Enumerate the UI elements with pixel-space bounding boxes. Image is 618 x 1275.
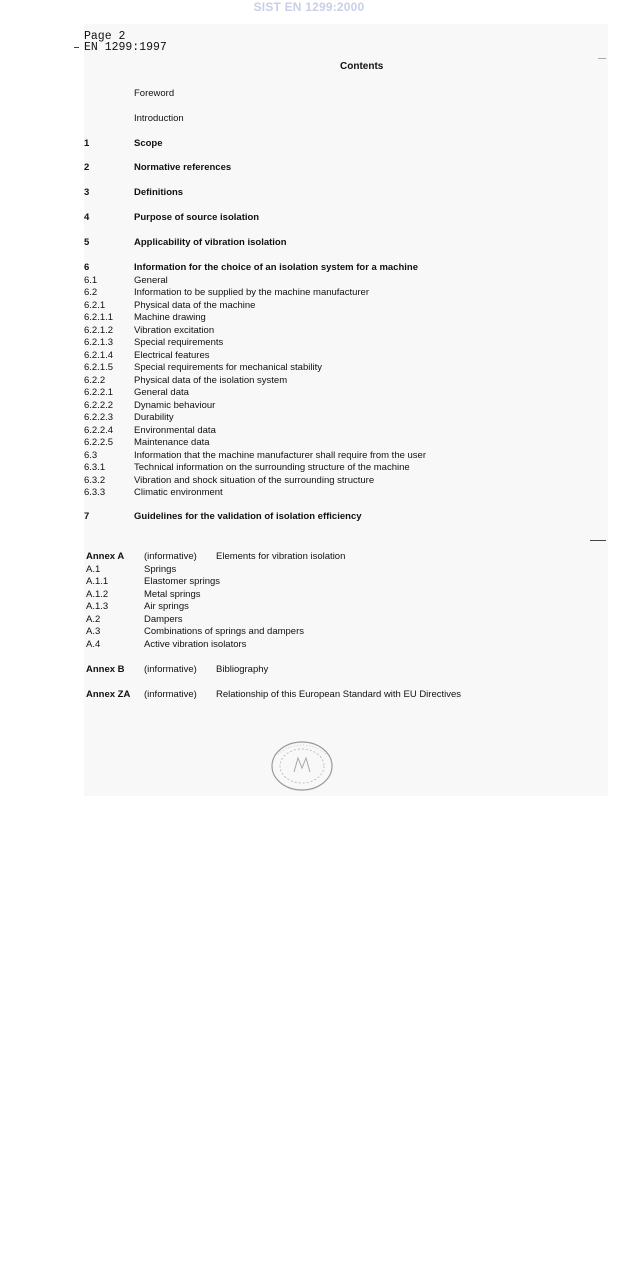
annex-informative: (informative) <box>144 551 197 562</box>
toc-number: A.1.1 <box>86 576 109 587</box>
toc-number: 6.2.1.4 <box>84 349 114 361</box>
toc-title: Physical data of the isolation system <box>134 374 288 386</box>
toc-subentry <box>84 350 210 363</box>
toc-title: Machine drawing <box>134 312 206 323</box>
toc-title: Technical information on the surrounding structure of the machine <box>134 462 410 473</box>
toc-number: 6.2.1.2 <box>84 324 114 336</box>
toc-subentry <box>84 400 215 413</box>
toc-title: Applicability of vibration isolation <box>134 237 287 248</box>
toc-title: Dynamic behaviour <box>134 399 216 411</box>
page-header <box>84 31 167 53</box>
annex-subentry <box>86 626 304 639</box>
toc-title: Foreword <box>134 88 175 99</box>
toc-title: Dampers <box>144 613 183 625</box>
seal-stamp-icon <box>268 738 336 794</box>
annex-label: Annex B <box>86 664 125 675</box>
annex-subentry <box>86 639 246 652</box>
annex-informative: (informative) <box>144 664 197 675</box>
toc-subentry <box>84 300 255 313</box>
toc-number: A.4 <box>86 638 101 650</box>
toc-title: Elastomer springs <box>144 576 221 587</box>
annex-subentry <box>86 564 176 577</box>
toc-number: 5 <box>84 237 90 248</box>
annex-subentry <box>86 576 220 589</box>
toc-number: 6.3.3 <box>84 487 106 498</box>
toc-number: 6.3.1 <box>84 462 106 473</box>
annex-subentry <box>86 601 189 614</box>
toc-subentry <box>84 325 214 338</box>
toc-entry-introduction <box>84 113 184 126</box>
toc-title: Environmental data <box>134 424 216 436</box>
toc-number: 6.1 <box>84 274 98 286</box>
toc-number: 6.2.1.3 <box>84 337 114 348</box>
annex-title: Elements for vibration isolation <box>216 551 346 562</box>
toc-subentry <box>84 425 216 438</box>
toc-title: Information that the machine manufacturer shall require from the user <box>134 449 427 461</box>
standard-number: EN 1299:1997 <box>84 41 167 54</box>
toc-subentry <box>84 287 369 300</box>
toc-title: Special requirements for mechanical stability <box>134 362 322 373</box>
toc-title: Physical data of the machine <box>134 299 256 311</box>
toc-subentry <box>84 475 374 488</box>
toc-title: Special requirements <box>134 337 224 348</box>
toc-number: 7 <box>84 511 90 522</box>
toc-subentry <box>84 412 174 425</box>
toc-number: 6.2.2.5 <box>84 437 114 448</box>
toc-subentry <box>84 487 223 500</box>
toc-title: Information for the choice of an isolation system for a machine <box>134 262 418 273</box>
toc-title: Vibration and shock situation of the surrounding structure <box>134 474 375 486</box>
toc-title: Information to be supplied by the machine manufacturer <box>134 287 369 298</box>
annex-label: Annex A <box>86 551 125 562</box>
toc-number: A.2 <box>86 613 101 625</box>
annex-b-heading <box>86 664 268 677</box>
annex-title: Bibliography <box>216 664 269 675</box>
toc-entry-section-6 <box>84 262 418 275</box>
toc-title: Metal springs <box>144 588 201 600</box>
annex-subentry <box>86 614 183 627</box>
toc-title: General data <box>134 387 189 398</box>
toc-entry-applicability <box>84 237 287 250</box>
toc-number: 6.2.2.4 <box>84 424 114 436</box>
toc-number: 6 <box>84 262 90 273</box>
toc-title: Guidelines for the validation of isolation efficiency <box>134 511 362 522</box>
scan-mark <box>74 47 79 48</box>
toc-number: A.1.2 <box>86 588 109 600</box>
annex-informative: (informative) <box>144 689 197 700</box>
toc-number: 1 <box>84 138 90 149</box>
scan-mark <box>590 540 606 541</box>
toc-title: Definitions <box>134 187 184 198</box>
toc-title: Active vibration isolators <box>144 638 247 650</box>
toc-title: Durability <box>134 412 174 423</box>
toc-number: 2 <box>84 162 90 173</box>
toc-title: Vibration excitation <box>134 324 215 336</box>
toc-subentry <box>84 437 210 450</box>
toc-subentry <box>84 375 287 388</box>
toc-entry-definitions <box>84 187 183 200</box>
toc-title: Electrical features <box>134 349 210 361</box>
toc-entry-section-7 <box>84 511 362 524</box>
contents-title: Contents <box>340 61 384 72</box>
toc-title: Normative references <box>134 162 232 173</box>
annex-subentry <box>86 589 201 602</box>
toc-subentry <box>84 387 189 400</box>
toc-title: Climatic environment <box>134 487 223 498</box>
toc-title: Purpose of source isolation <box>134 212 260 223</box>
toc-subentry <box>84 450 426 463</box>
toc-number: 6.2.1.5 <box>84 362 114 373</box>
toc-number: 6.3.2 <box>84 474 106 486</box>
toc-number: 6.2.1.1 <box>84 312 114 323</box>
toc-number: 6.2.1 <box>84 299 106 311</box>
toc-number: A.1 <box>86 563 101 575</box>
toc-number: 6.2.2.3 <box>84 412 114 423</box>
toc-title: Maintenance data <box>134 437 210 448</box>
watermark: SIST EN 1299:2000 <box>253 0 365 14</box>
toc-subentry <box>84 362 322 375</box>
toc-title: Air springs <box>144 601 189 612</box>
page-number: Page 2 <box>84 30 126 43</box>
toc-number: 6.2 <box>84 287 98 298</box>
toc-entry-scope <box>84 138 163 151</box>
toc-number: A.3 <box>86 626 101 637</box>
toc-number: 3 <box>84 187 90 198</box>
annex-za-heading <box>86 689 461 702</box>
toc-entry-foreword <box>84 88 174 101</box>
toc-number: 6.2.2.2 <box>84 399 114 411</box>
toc-number: 6.2.2.1 <box>84 387 114 398</box>
toc-subentry <box>84 337 223 350</box>
toc-subentry <box>84 275 168 288</box>
toc-entry-purpose <box>84 212 259 225</box>
toc-entry-normative-references <box>84 162 231 175</box>
scan-mark <box>598 58 606 59</box>
toc-title: General <box>134 274 168 286</box>
toc-subentry <box>84 312 206 325</box>
toc-subentry <box>84 462 410 475</box>
toc-title: Combinations of springs and dampers <box>144 626 305 637</box>
toc-number: 4 <box>84 212 90 223</box>
toc-title: Springs <box>144 563 177 575</box>
annex-a-heading <box>86 551 345 564</box>
toc-title: Introduction <box>134 113 184 124</box>
toc-title: Scope <box>134 138 163 149</box>
toc-number: A.1.3 <box>86 601 109 612</box>
annex-label: Annex ZA <box>86 689 131 700</box>
toc-number: 6.2.2 <box>84 374 106 386</box>
annex-title: Relationship of this European Standard with EU Directives <box>216 689 462 700</box>
toc-number: 6.3 <box>84 449 98 461</box>
